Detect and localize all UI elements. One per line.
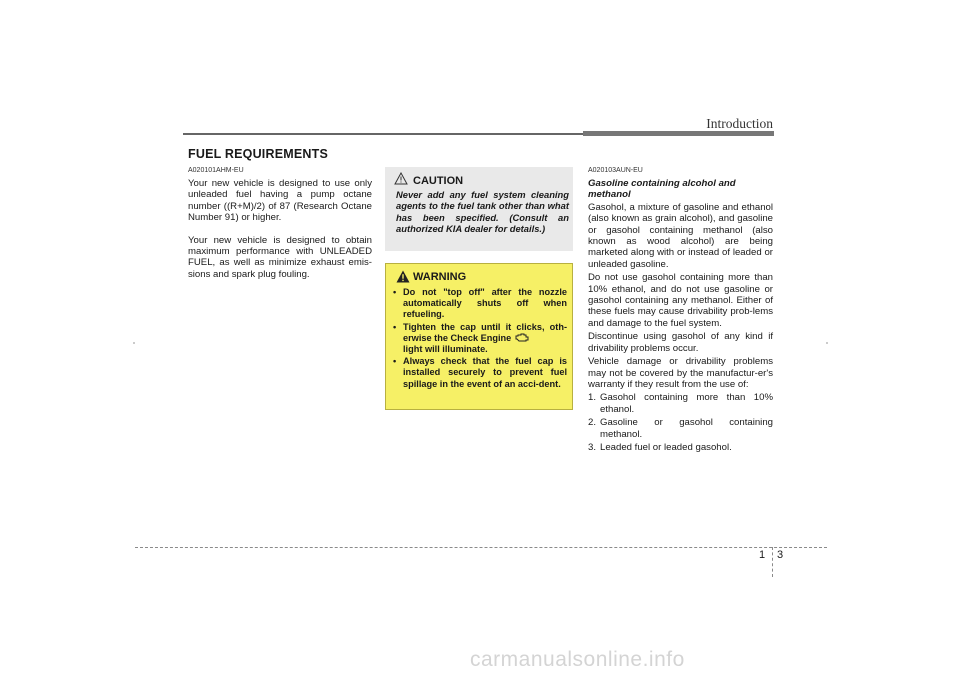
margin-mark — [826, 342, 828, 344]
warning-title: WARNING — [413, 271, 467, 283]
list-item-text: Leaded fuel or leaded gasohol. — [600, 441, 732, 453]
caution-triangle-icon — [394, 172, 408, 185]
section-header-title: Introduction — [706, 116, 773, 131]
list-number: 1. — [588, 392, 597, 404]
watermark: carmanualsonline.info — [470, 648, 685, 671]
list-item-text: Always check that the fuel cap is installed securely to prevent fuel spillage in the event of an acci-dent. — [403, 356, 567, 389]
page-title: FUEL REQUIREMENTS — [188, 147, 328, 161]
list-number: 3. — [588, 441, 597, 453]
list-item — [588, 442, 773, 453]
header-rule-thick — [583, 131, 774, 136]
caution-title: CAUTION — [413, 175, 464, 187]
list-item-text: Tighten the cap until it clicks, oth-erwise the Check Engine — [403, 321, 567, 343]
footer-rule — [135, 547, 827, 548]
margin-mark — [133, 342, 135, 344]
paragraph: Vehicle damage or drivability problems may not be covered by the manufactur-er's warranty if they result from the use of: — [588, 356, 773, 390]
list-item: • Always check that the fuel cap is installed securely to prevent fuel spillage in the event of an acci-dent. — [393, 356, 567, 389]
paragraph: Do not use gasohol containing more than 10% ethanol, and do not use gasoline or gasohol containing any methanol. Either of these fuels may cause drivability prob-lems and damage to the fuel system. — [588, 272, 773, 329]
check-engine-icon — [515, 333, 529, 342]
numbered-list — [588, 392, 773, 453]
paragraph: Gasohol, a mixture of gasoline and ethanol (also known as grain alcohol), and gasoline or gasohol containing methanol (also known as wood alcohol) are being marketed along with or instead of leaded or unleaded gasoline. — [588, 201, 773, 270]
reference-code: A020101AHM-EU — [188, 167, 244, 174]
paragraph: Discontinue using gasohol of any kind if drivability problems occur. — [588, 331, 773, 354]
reference-code: A020103AUN-EU — [588, 167, 643, 174]
list-item-text: light will illuminate. — [403, 344, 488, 355]
subheading: Gasoline containing alcohol and methanol — [588, 178, 736, 201]
list-item: • Do not "top off" after the nozzle automatically shuts off when refueling. — [393, 287, 567, 320]
list-item-text: Do not "top off" after the nozzle automatically shuts off when refueling. — [403, 287, 567, 320]
warning-list — [393, 287, 567, 391]
footer-divider — [772, 547, 773, 577]
left-column — [188, 167, 372, 280]
paragraph: Your new vehicle is designed to obtain maximum performance with UNLEADED FUEL, as well as minimize exhaust emis-sions and spark plug fouling. — [188, 234, 372, 280]
header-rule — [183, 133, 583, 135]
list-item: • Tighten the cap until it clicks, oth-erwise the Check Engine light will illuminate. — [393, 321, 567, 355]
page-number: 3 — [777, 549, 784, 561]
warning-triangle-icon — [396, 270, 410, 283]
list-item — [588, 417, 773, 440]
list-item-text: Gasohol containing more than 10% ethanol. — [600, 392, 773, 415]
list-item — [588, 392, 773, 415]
list-number: 2. — [588, 417, 597, 429]
right-column — [588, 167, 773, 455]
caution-text: Never add any fuel system cleaning agents to the fuel tank other than what has been specified. (Consult an authorized KIA dealer for details.) — [396, 189, 569, 235]
paragraph: Your new vehicle is designed to use only unleaded fuel having a pump octane number ((R+M)/2) of 87 (Research Octane Number 91) or higher. — [188, 178, 372, 224]
chapter-number: 1 — [759, 549, 766, 561]
list-item-text: Gasoline or gasohol containing methanol. — [600, 417, 773, 440]
